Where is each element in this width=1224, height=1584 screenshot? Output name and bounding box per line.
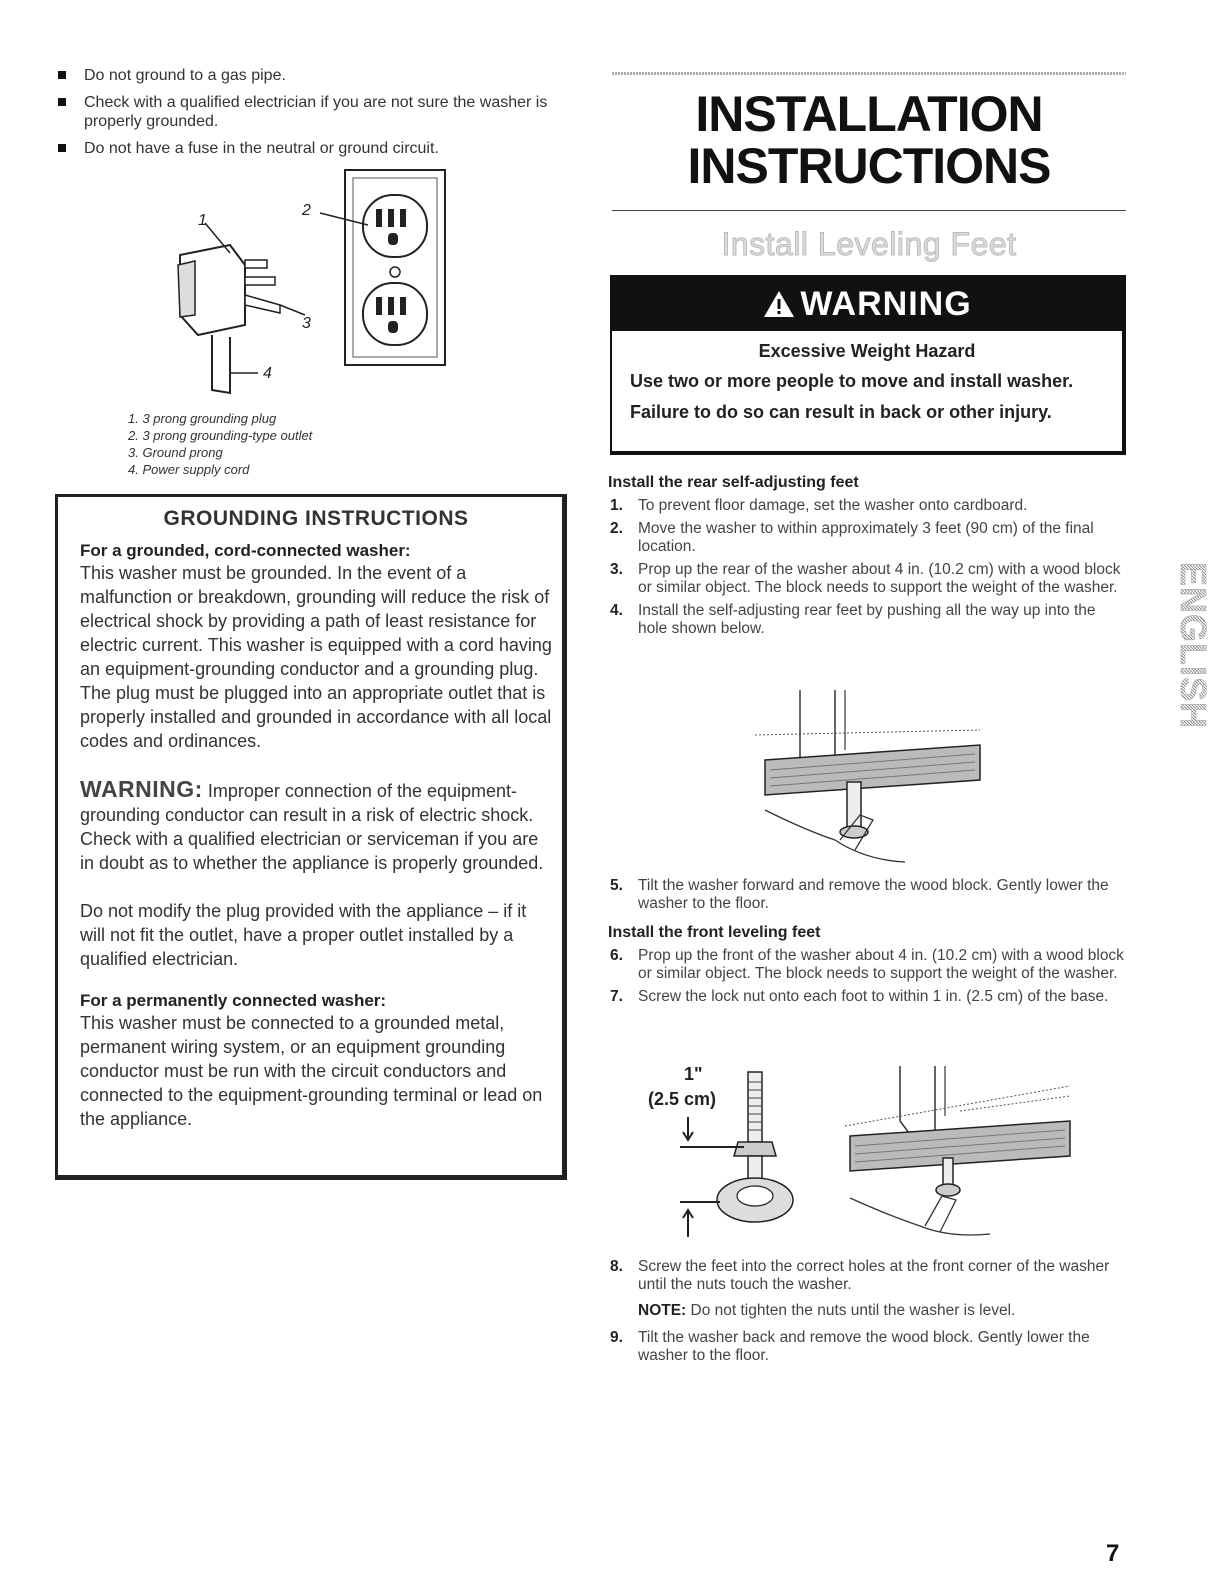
hand-icon — [850, 1196, 990, 1235]
front-feet-steps — [608, 947, 1128, 1006]
grounding-warning-label: WARNING: — [80, 776, 203, 802]
hand-icon — [765, 810, 905, 862]
callout-2: 2 — [302, 202, 311, 219]
grounding-warning-paragraph — [80, 777, 552, 875]
arrow-down-icon — [683, 1117, 693, 1140]
front-feet-section — [608, 924, 1128, 1011]
section-subtitle: Install Leveling Feet — [721, 226, 1017, 262]
plug-outlet-illustration — [150, 165, 460, 405]
page-number: 7 — [1106, 1540, 1120, 1567]
callout-1: 1 — [198, 212, 207, 229]
page-title — [612, 88, 1126, 192]
bullet-qualified-electrician: Check with a qualified electrician if you are not sure the washer is properly grounded. — [56, 93, 556, 131]
hazard-consequence: Failure to do so can result in back or other injury. — [630, 402, 1052, 422]
step-item: 7. Screw the lock nut onto each foot to within 1 in. (2.5 cm) of the base. — [610, 988, 1109, 1005]
step-item: 2. Move the washer to within approximately 3 feet (90 cm) of the final location. — [610, 520, 1094, 555]
step-item: 4. Install the self-adjusting rear feet by pushing all the way up into the hole shown below. — [610, 602, 1096, 637]
step-item: 1. To prevent floor damage, set the washer onto cardboard. — [610, 497, 1028, 514]
rear-feet-steps — [608, 497, 1128, 638]
arrow-up-icon — [683, 1210, 693, 1237]
legend-item: 3. Ground prong — [128, 445, 223, 460]
step-item: 5. Tilt the washer forward and remove the wood block. Gently lower the washer to the floor. — [610, 877, 1109, 912]
dimension-cm: (2.5 cm) — [648, 1089, 717, 1109]
legend-item: 1. 3 prong grounding plug — [128, 411, 277, 426]
note-text: NOTE: Do not tighten the nuts until the washer is level. — [638, 1302, 1016, 1319]
step-item: 3. Prop up the rear of the washer about 4 in. (10.2 cm) with a wood block or similar object. The block needs to support the weight of the washer. — [610, 561, 1121, 596]
cord-connected-text: This washer must be grounded. In the event of a malfunction or breakdown, grounding will reduce the risk of electrical shock by providing a path of least resistance for electric current. This washer is equipped with a cord having an equipment-grounding conductor and a grounding plug. The plug must be plugged into an appropriate outlet that is properly installed and grounded in accordance with all local codes and ordinances. — [80, 563, 552, 751]
callout-3: 3 — [302, 315, 311, 332]
header-dotted-rule — [612, 72, 1126, 75]
side-language-tab — [1153, 562, 1214, 784]
step-item: 9. Tilt the washer back and remove the wood block. Gently lower the washer to the floor. — [610, 1329, 1090, 1364]
title-line-2: INSTRUCTIONS — [687, 138, 1051, 194]
bullet-gas-pipe: Do not ground to a gas pipe. — [56, 66, 556, 85]
top-bullet-list — [56, 66, 556, 166]
step-item: 8. Screw the feet into the correct holes at the front corner of the washer until the nuts touch the washer. NOTE: Do not tighten the nuts until the washer is level. — [608, 1258, 1128, 1320]
grounding-instructions-box — [55, 494, 567, 1180]
step-5-list — [608, 877, 1128, 918]
hazard-title: Excessive Weight Hazard — [758, 341, 976, 361]
warning-banner — [612, 277, 1122, 331]
foot-icon — [943, 1158, 953, 1186]
leveling-foot-dimension-illustration — [640, 1062, 820, 1242]
callout-4: 4 — [263, 365, 272, 382]
permanent-connection-heading: For a permanently connected washer: — [80, 991, 387, 1010]
legend-item: 2. 3 prong grounding-type outlet — [128, 428, 313, 443]
grounding-title: GROUNDING INSTRUCTIONS — [163, 507, 469, 530]
side-tab-label: ENGLISH — [1173, 562, 1214, 730]
bullet-no-fuse: Do not have a fuse in the neutral or ground circuit. — [56, 139, 556, 158]
front-foot-illustration — [840, 1066, 1080, 1236]
figure-legend — [128, 410, 312, 478]
title-line-1: INSTALLATION — [695, 86, 1043, 142]
dimension-inch: 1" — [684, 1064, 703, 1084]
grounding-warning-text: Improper connection of the equipment-grounding conductor can result in a risk of electric shock. Check with a qualified electrician or serviceman if you are in doubt as to whether the appliance is properly grounded. — [80, 781, 544, 873]
legend-item: 4. Power supply cord — [128, 462, 250, 477]
rear-feet-section — [608, 474, 1128, 643]
modify-plug-text: Do not modify the plug provided with the appliance – if it will not fit the outlet, have a proper outlet installed by a qualified electrician. — [80, 901, 527, 969]
hazard-instruction: Use two or more people to move and install washer. — [630, 371, 1074, 391]
steps-8-9-list — [608, 1258, 1128, 1370]
step-item: 6. Prop up the front of the washer about 4 in. (10.2 cm) with a wood block or similar object. The block needs to support the weight of the washer. — [610, 947, 1124, 982]
rear-feet-heading: Install the rear self-adjusting feet — [608, 474, 859, 491]
warning-label: WARNING — [800, 284, 972, 323]
permanent-connection-text: This washer must be connected to a grounded metal, permanent wiring system, or an equipment grounding conductor must be run with the circuit conductors and connected to the equipment-grounding terminal or lead on the appliance. — [80, 1013, 543, 1129]
title-rule — [612, 210, 1126, 211]
outlet-icon — [345, 170, 445, 365]
rear-foot-illustration — [745, 690, 995, 865]
cord-connected-heading: For a grounded, cord-connected washer: — [80, 541, 411, 560]
warning-triangle-icon — [762, 289, 796, 319]
front-feet-heading: Install the front leveling feet — [608, 924, 821, 941]
weight-warning-box — [610, 275, 1126, 455]
